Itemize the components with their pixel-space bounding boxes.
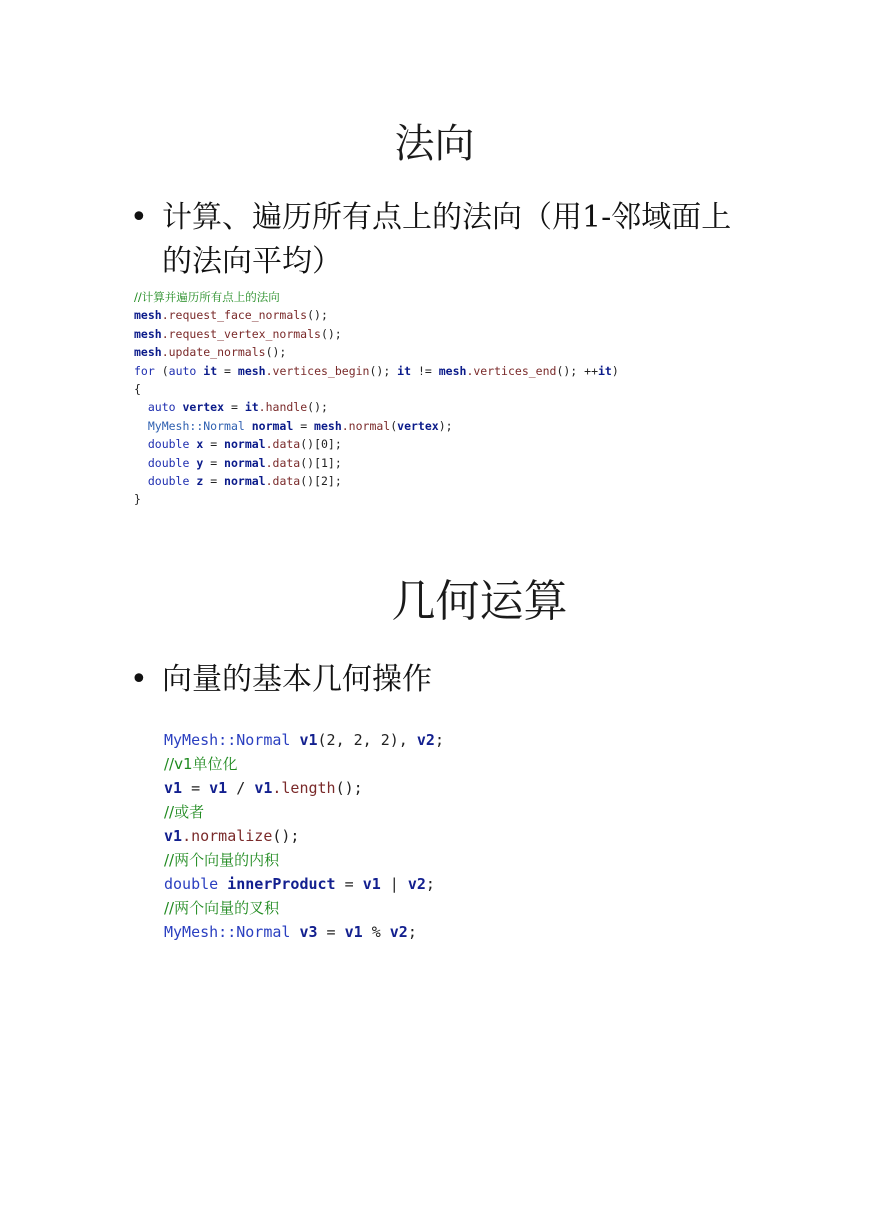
code-block-normals [134, 288, 619, 509]
code-line [164, 752, 444, 776]
code-token: v1 [344, 923, 363, 941]
code-token: double [147, 455, 197, 470]
code-token: x [196, 437, 204, 452]
bullet-text: 计算、遍历所有点上的法向（用1-邻域面上的法向平均） [162, 200, 732, 279]
code-token: .data [265, 455, 301, 470]
code-token: v3 [299, 923, 318, 941]
code-token: .handle [258, 400, 308, 415]
code-line [164, 920, 444, 944]
code-line [134, 398, 619, 416]
code-token: = [317, 923, 345, 941]
code-token [134, 474, 148, 488]
code-token: | [380, 875, 408, 893]
code-token: v1 [254, 779, 273, 797]
code-line [134, 362, 619, 380]
code-line [134, 325, 619, 343]
code-token: .vertices_end [466, 363, 557, 378]
code-token: (); [307, 400, 328, 415]
code-comment: //计算并遍历所有点上的法向 [134, 290, 280, 304]
code-token: v2 [416, 731, 435, 749]
code-token: v1 [164, 779, 183, 797]
code-token: normal [224, 474, 266, 489]
code-line [164, 824, 444, 848]
code-token: v1 [299, 731, 318, 749]
code-token: (); [265, 345, 287, 360]
code-token: ()[1]; [300, 455, 342, 470]
code-token: != [411, 363, 439, 378]
code-token: ()[0]; [300, 437, 342, 452]
code-line [164, 848, 444, 872]
code-token: { [134, 382, 141, 397]
code-token: ; [434, 731, 444, 749]
code-token: MyMesh::Normal [147, 418, 252, 433]
code-line [134, 490, 619, 508]
code-comment: //v1单位化 [164, 755, 238, 773]
code-line [134, 417, 619, 435]
code-token: (); ++ [556, 363, 598, 378]
code-token: z [196, 474, 204, 489]
code-token: for [134, 363, 162, 378]
code-token [134, 400, 148, 414]
code-token: ); [438, 418, 453, 433]
code-comment: //两个向量的叉积 [164, 899, 280, 917]
code-token: = [224, 400, 245, 415]
code-token: MyMesh::Normal [164, 731, 300, 749]
code-token: (); [320, 326, 342, 341]
code-line [134, 454, 619, 472]
code-token: mesh [134, 345, 162, 360]
section-title-geometry: 几何运算 [391, 576, 568, 627]
code-token: vertex [182, 400, 225, 415]
code-line [134, 343, 619, 361]
code-token: (); [335, 779, 363, 797]
bullet-geometry [130, 658, 730, 702]
code-token: it [598, 363, 612, 378]
bullet-dot: • [130, 200, 148, 235]
code-token: ) [611, 363, 619, 378]
code-token: vertex [397, 418, 439, 433]
code-token: v1 [362, 875, 381, 893]
code-line [134, 380, 619, 398]
code-token: v2 [389, 923, 408, 941]
code-token: % [362, 923, 390, 941]
code-token: .length [272, 779, 336, 797]
code-token: (2, 2, 2), [317, 731, 417, 749]
code-token [134, 456, 148, 470]
code-token: = [217, 363, 238, 378]
code-token: (); [369, 363, 398, 378]
code-token: v2 [407, 875, 426, 893]
code-token: mesh [134, 308, 162, 323]
code-token: .vertices_begin [265, 363, 370, 378]
code-token: ( [161, 363, 169, 378]
code-token: double [147, 474, 197, 489]
code-token: ()[2]; [300, 474, 342, 489]
code-token [134, 437, 148, 451]
code-line [164, 872, 444, 896]
code-token: it [203, 363, 218, 378]
code-token: it [244, 400, 259, 415]
code-token: mesh [438, 363, 467, 378]
code-token: innerProduct [227, 875, 336, 893]
code-token: v1 [209, 779, 228, 797]
code-token: MyMesh::Normal [164, 923, 300, 941]
code-token: = [293, 418, 315, 433]
code-token: .normal [341, 418, 391, 433]
code-token: } [134, 492, 141, 507]
code-token: v1 [164, 827, 183, 845]
code-line [134, 472, 619, 490]
code-block-vector-ops [164, 728, 444, 944]
code-token: = [203, 474, 225, 489]
code-comment: //两个向量的内积 [164, 851, 280, 869]
code-token: .data [265, 474, 301, 489]
section-title-normals: 法向 [394, 121, 475, 167]
code-token: double [164, 875, 228, 893]
code-token [134, 419, 148, 433]
code-token: (); [272, 827, 300, 845]
code-comment: //或者 [164, 803, 205, 821]
code-line [134, 435, 619, 453]
code-token: (); [307, 308, 328, 323]
code-token: .request_face_normals [161, 308, 308, 323]
code-token: mesh [314, 418, 342, 433]
code-token: = [335, 875, 363, 893]
code-line [164, 896, 444, 920]
code-token: y [196, 455, 204, 470]
code-line [164, 800, 444, 824]
code-token: ( [390, 418, 398, 433]
code-token: ; [425, 875, 435, 893]
code-token: auto [168, 363, 204, 378]
bullet-dot: • [130, 662, 148, 697]
code-token: auto [147, 400, 183, 415]
code-line [134, 306, 619, 324]
bullet-normals [130, 196, 750, 284]
code-line [134, 288, 619, 306]
code-line [164, 728, 444, 752]
bullet-text: 向量的基本几何操作 [162, 662, 432, 697]
code-token: / [227, 779, 255, 797]
code-token: normal [224, 455, 266, 470]
code-token: double [147, 437, 197, 452]
code-token: = [203, 437, 225, 452]
code-line [164, 776, 444, 800]
code-token: = [182, 779, 210, 797]
code-token: .update_normals [161, 345, 266, 360]
code-token: it [397, 363, 412, 378]
code-token: mesh [134, 326, 162, 341]
code-token: normal [224, 437, 266, 452]
code-token: .normalize [182, 827, 273, 845]
code-token: mesh [237, 363, 266, 378]
code-token: .request_vertex_normals [161, 326, 321, 341]
code-token: normal [251, 418, 294, 433]
code-token: = [203, 455, 225, 470]
code-token: .data [265, 437, 301, 452]
code-token: ; [407, 923, 417, 941]
